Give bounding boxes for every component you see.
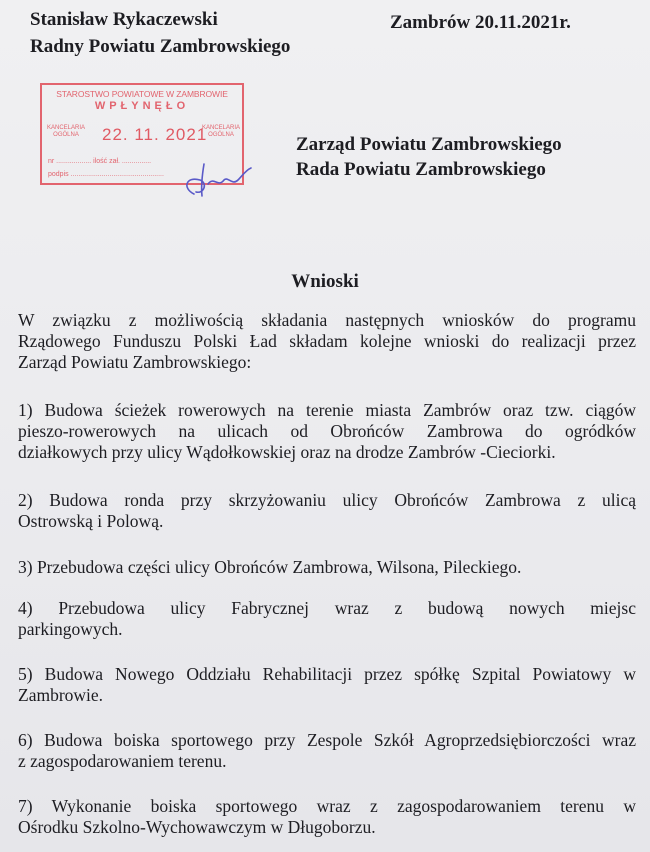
list-item-7: [18, 796, 636, 838]
stamp-label-right: KANCELARIA OGÓLNA: [202, 125, 241, 138]
intro-line: W związku z możliwością składania następnych wniosków do programu: [18, 310, 636, 330]
list-item-1: [18, 400, 636, 463]
sender-name: Stanisław Rykaczewski: [30, 9, 218, 30]
list-item-line: Ostrowską i Polową.: [18, 511, 164, 531]
stamp-date: 22. 11. 2021: [102, 125, 208, 144]
document-date: Zambrów 20.11.2021r.: [390, 12, 571, 33]
sender-block: [30, 6, 290, 60]
list-item-4: [18, 598, 636, 640]
list-item-line: Ośrodku Szkolno-Wychowawczym w Długoborzu.: [18, 817, 376, 837]
list-item-line: 1) Budowa ścieżek rowerowych na terenie miasta Zambrów oraz tzw. ciągów: [18, 400, 636, 420]
list-item-line: 7) Wykonanie boiska sportowego wraz z zagospodarowaniem terenu w: [18, 796, 636, 816]
intro-line: Rządowego Funduszu Polski Ład składam kolejne wnioski do realizacji przez: [18, 331, 636, 351]
intro-paragraph: [18, 310, 636, 373]
list-item-line: z zagospodarowaniem terenu.: [18, 751, 227, 771]
sender-role: Radny Powiatu Zambrowskiego: [30, 36, 291, 57]
list-item-line: 5) Budowa Nowego Oddziału Rehabilitacji przez spółkę Szpital Powiatowy w: [18, 664, 636, 684]
list-item-line: Zambrowie.: [18, 685, 104, 705]
recipient-line-2: Rada Powiatu Zambrowskiego: [296, 159, 546, 180]
list-item-line: 2) Budowa ronda przy skrzyżowaniu ulicy Obrońców Zambrowa z ulicą: [18, 490, 636, 510]
list-item-line: 4) Przebudowa ulicy Fabrycznej wraz z budową nowych miejsc: [18, 598, 636, 618]
stamp-received: WPŁYNĘŁO: [94, 100, 190, 112]
list-item-line: 3) Przebudowa części ulicy Obrońców Zambrowa, Wilsona, Pileckiego.: [18, 557, 522, 577]
stamp-sign-line: podpis ................................................: [48, 171, 164, 178]
list-item-6: [18, 730, 636, 772]
list-item-2: [18, 490, 636, 532]
list-item-5: [18, 664, 636, 706]
stamp-nr-line: nr .................. ilość zał. ...............: [48, 158, 152, 165]
intro-line: Zarząd Powiatu Zambrowskiego:: [18, 352, 252, 372]
document-title: Wnioski: [291, 271, 359, 292]
stamp-label-left: KANCELARIA OGÓLNA: [47, 125, 86, 138]
list-item-line: działkowych przy ulicy Wądołkowskiej oraz na drodze Zambrów -Cieciorki.: [18, 442, 556, 462]
recipient-line-1: Zarząd Powiatu Zambrowskiego: [296, 134, 562, 155]
list-item-line: 6) Budowa boiska sportowego przy Zespole Szkół Agroprzedsiębiorczości wraz: [18, 730, 636, 750]
recipient-block: [296, 132, 562, 182]
list-item-line: parkingowych.: [18, 619, 123, 639]
list-item-3: [18, 557, 636, 578]
list-item-line: pieszo-rowerowych na ulicach od Obrońców Zambrowa do ogródków: [18, 421, 636, 441]
stamp-office: STAROSTWO POWIATOWE W ZAMBROWIE: [56, 89, 228, 99]
handwritten-signature: [178, 150, 253, 200]
